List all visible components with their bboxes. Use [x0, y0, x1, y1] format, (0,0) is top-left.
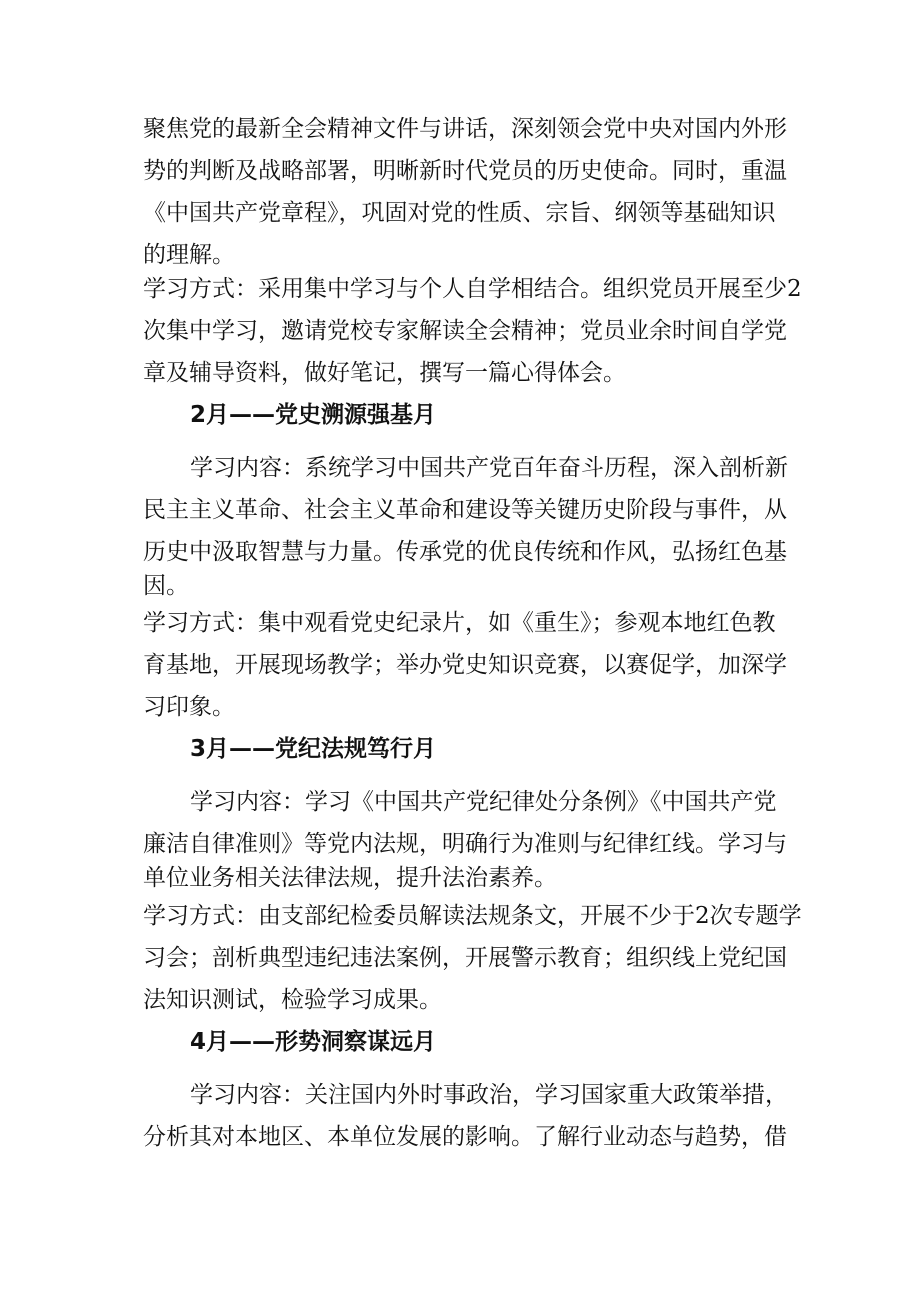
paragraph-line: 的理解。 — [143, 242, 235, 268]
paragraph-line: 民主主义革命、社会主义革命和建设等关键历史阶段与事件，从 — [143, 497, 787, 523]
paragraph-line: 次集中学习，邀请党校专家解读全会精神；党员业余时间自学党 — [143, 318, 787, 344]
paragraph-line: 章及辅导资料，做好笔记，撰写一篇心得体会。 — [143, 360, 626, 386]
paragraph-line: 聚焦党的最新全会精神文件与讲话，深刻领会党中央对国内外形 — [143, 116, 787, 142]
paragraph-line: 学习方式：采用集中学习与个人自学相结合。组织党员开展至少2 — [143, 276, 802, 302]
paragraph-line: 因。 — [143, 573, 189, 599]
paragraph-line: 习印象。 — [143, 694, 235, 720]
paragraph-line: 学习内容：关注国内外时事政治，学习国家重大政策举措， — [190, 1082, 788, 1108]
paragraph-line: 分析其对本地区、本单位发展的影响。了解行业动态与趋势，借 — [143, 1124, 787, 1150]
paragraph-line: 育基地，开展现场教学；举办党史知识竞赛，以赛促学，加深学 — [143, 652, 787, 678]
paragraph-line: 单位业务相关法律法规，提升法治素养。 — [143, 865, 557, 891]
paragraph-line: 法知识测试，检验学习成果。 — [143, 987, 442, 1013]
paragraph-line: 学习方式：由支部纪检委员解读法规条文，开展不少于2次专题学 — [143, 903, 802, 929]
paragraph-line: 学习内容：系统学习中国共产党百年奋斗历程，深入剖析新 — [190, 455, 788, 481]
paragraph-line: 习会；剖析典型违纪违法案例，开展警示教育；组织线上党纪国 — [143, 945, 787, 971]
section-heading: 4月——形势洞察谋远月 — [190, 1029, 437, 1055]
paragraph-line: 廉洁自律准则》等党内法规，明确行为准则与纪律红线。学习与 — [143, 831, 787, 857]
section-heading: 2月——党史溯源强基月 — [190, 402, 437, 428]
paragraph-line: 学习方式：集中观看党史纪录片，如《重生》；参观本地红色教 — [143, 610, 776, 636]
section-heading: 3月——党纪法规笃行月 — [190, 736, 437, 762]
paragraph-line: 历史中汲取智慧与力量。传承党的优良传统和作风，弘扬红色基 — [143, 539, 787, 565]
paragraph-line: 《中国共产党章程》，巩固对党的性质、宗旨、纲领等基础知识 — [143, 200, 776, 226]
paragraph-line: 势的判断及战略部署，明晰新时代党员的历史使命。同时，重温 — [143, 158, 787, 184]
paragraph-line: 学习内容：学习《中国共产党纪律处分条例》《中国共产党 — [190, 789, 777, 815]
